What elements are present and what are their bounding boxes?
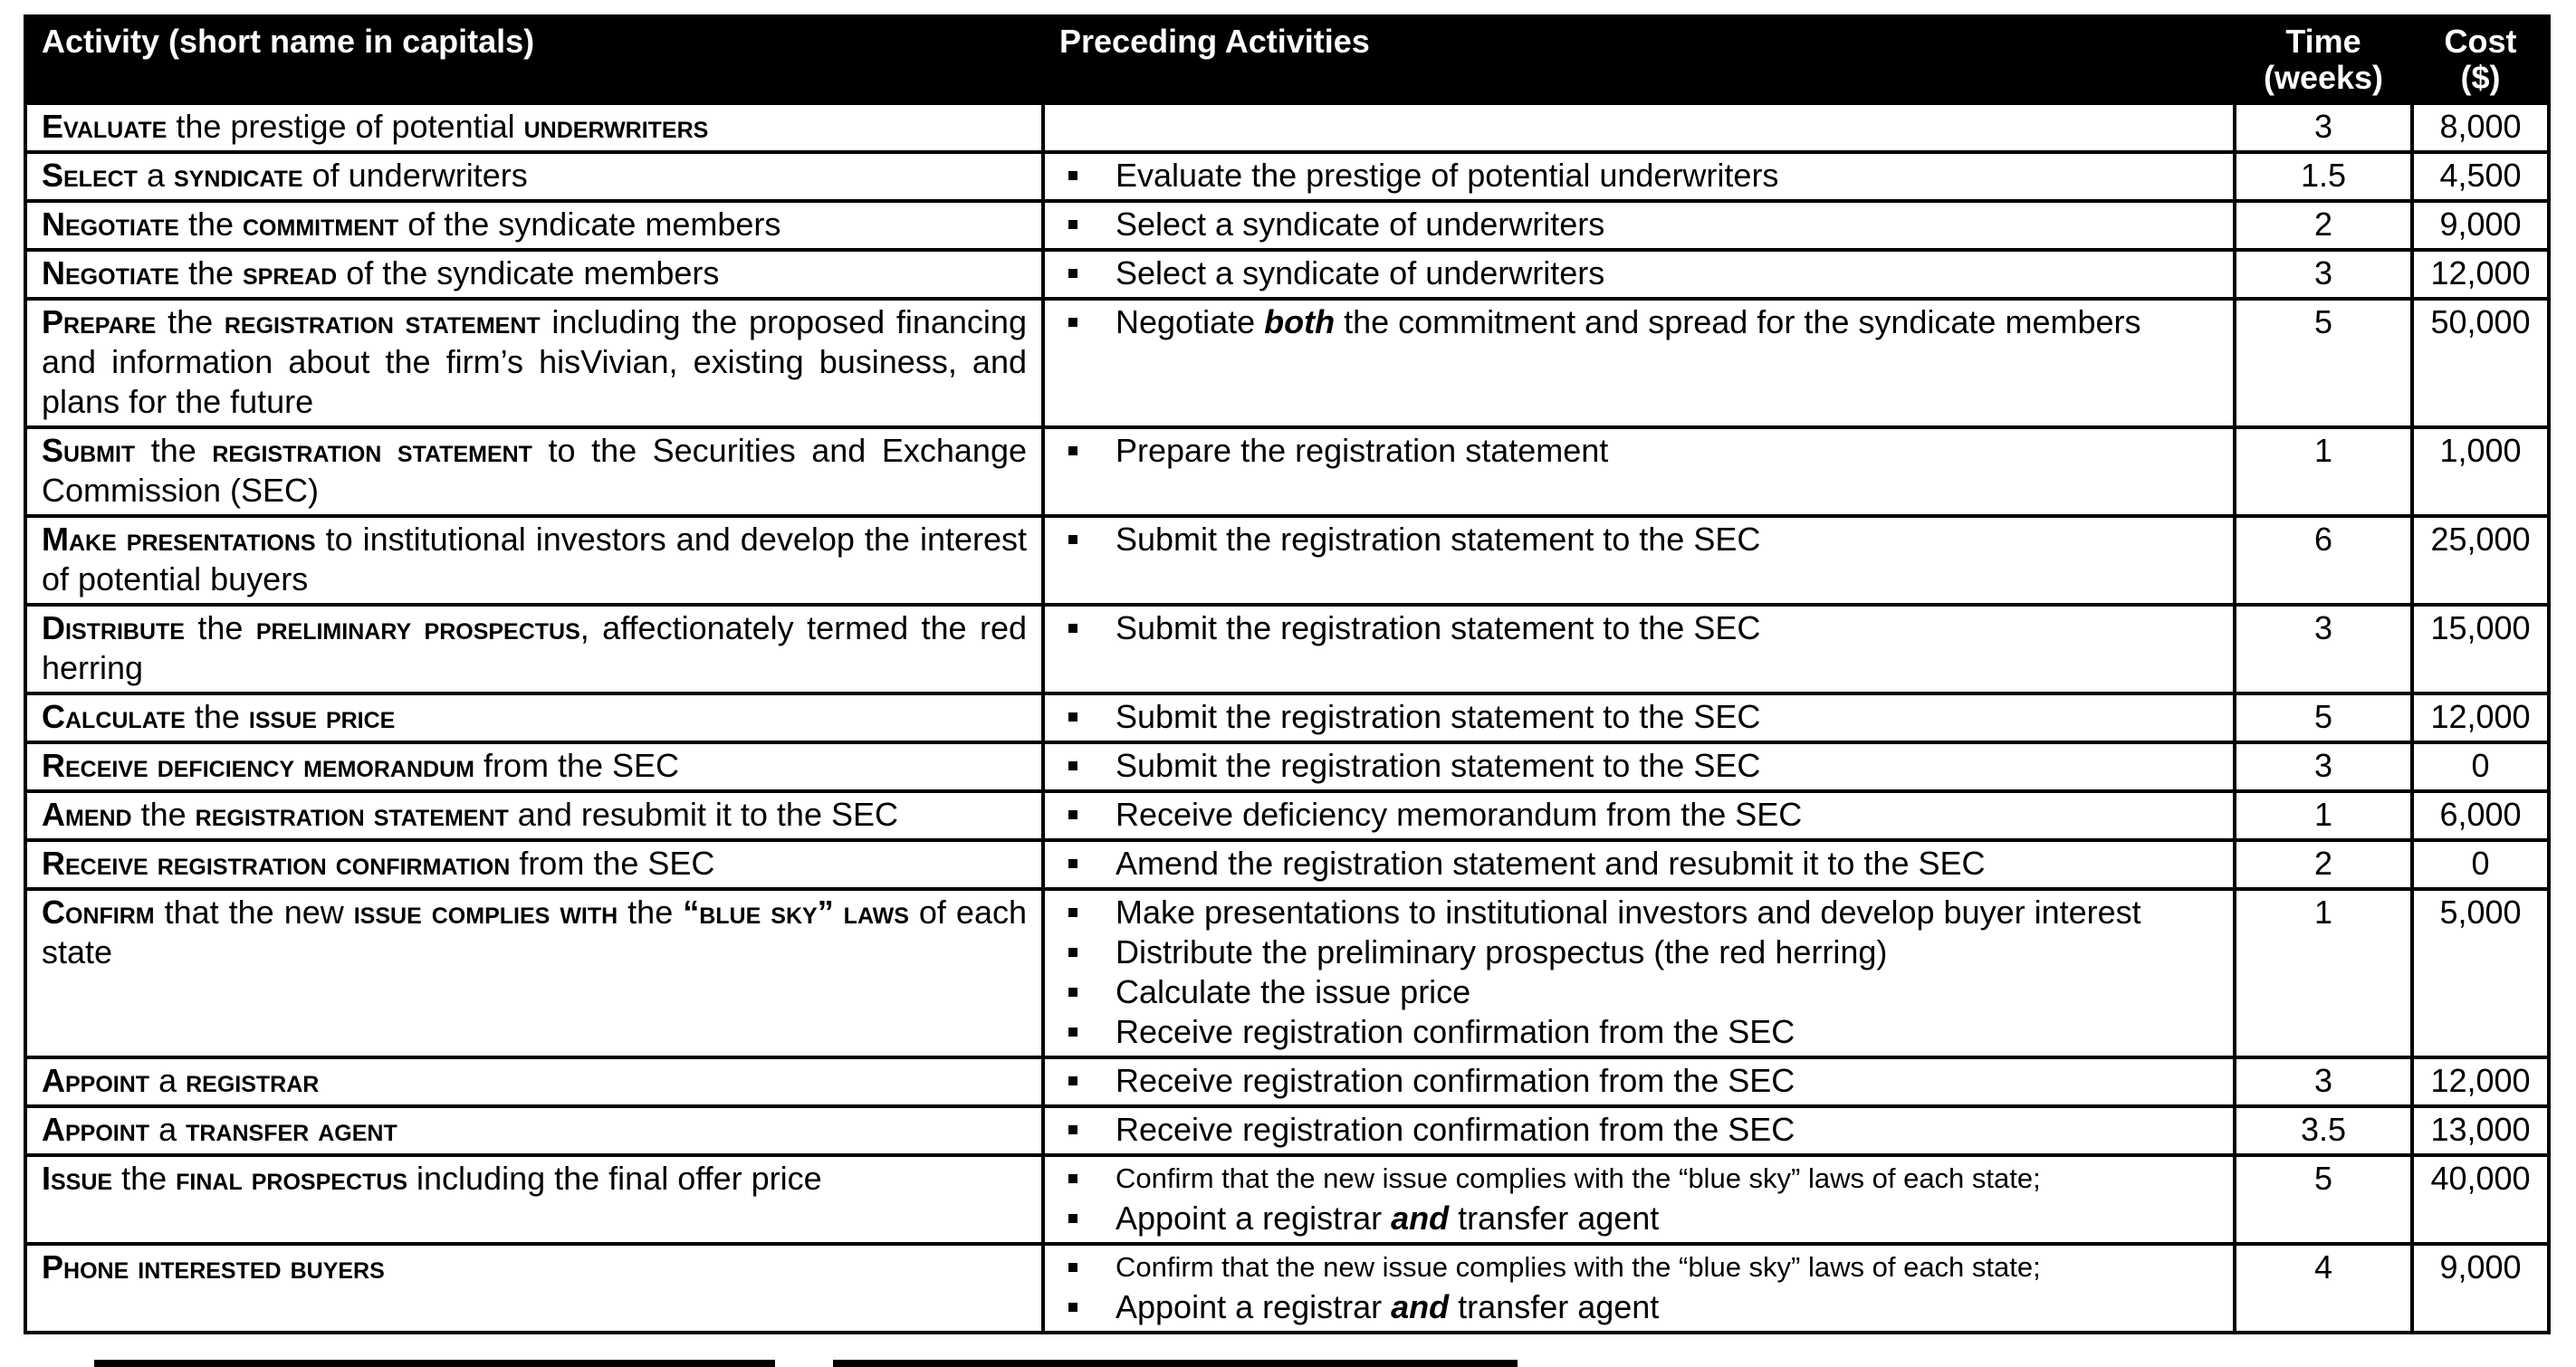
activity-keyword: Receive deficiency memorandum [42, 747, 474, 784]
activity-cell [25, 1106, 1043, 1155]
preceding-list [1059, 1248, 2218, 1327]
emphasis-text: both [1264, 303, 1336, 340]
preceding-cell [1043, 299, 2235, 427]
activity-keyword: underwriters [523, 108, 709, 145]
text-segment: the [178, 254, 243, 292]
preceding-list [1059, 1110, 2218, 1150]
table-row [25, 427, 2549, 516]
activity-keyword: commitment [243, 206, 399, 243]
preceding-cell [1043, 516, 2235, 605]
activity-keyword: transfer agent [186, 1111, 397, 1148]
header-row [25, 16, 2549, 103]
cost-cell: 25,000 [2412, 516, 2549, 605]
preceding-item [1059, 1110, 2218, 1150]
activity-keyword: Confirm [42, 894, 155, 931]
preceding-list [1059, 608, 2218, 648]
activity-cell [25, 1155, 1043, 1244]
preceding-list [1059, 746, 2218, 786]
preceding-item [1059, 1012, 2218, 1052]
text-segment: , affectionately termed the red herring [42, 609, 1027, 686]
table-row [25, 250, 2549, 299]
preceding-cell [1043, 152, 2235, 201]
activity-cell [25, 516, 1043, 605]
text-segment: the [112, 1160, 177, 1197]
preceding-item [1059, 697, 2218, 737]
preceding-item [1059, 205, 2218, 244]
cost-cell: 4,500 [2412, 152, 2549, 201]
text-segment: of underwriters [302, 157, 528, 194]
activity-cell [25, 1244, 1043, 1333]
cost-cell: 0 [2412, 840, 2549, 889]
activity-cell [25, 791, 1043, 840]
text-segment: the [135, 432, 213, 469]
cost-cell: 15,000 [2412, 605, 2549, 693]
cost-cell: 9,000 [2412, 201, 2549, 250]
preceding-list [1059, 520, 2218, 559]
text-segment: that the new [154, 894, 354, 931]
cost-cell: 6,000 [2412, 791, 2549, 840]
bottom-rule-right [833, 1360, 1518, 1367]
preceding-cell [1043, 201, 2235, 250]
activity-keyword: registration statement [224, 303, 541, 340]
table-body [25, 103, 2549, 1333]
preceding-cell [1043, 103, 2235, 152]
cost-cell: 5,000 [2412, 889, 2549, 1057]
preceding-item [1059, 746, 2218, 786]
time-cell: 1.5 [2235, 152, 2412, 201]
time-cell: 1 [2235, 427, 2412, 516]
preceding-cell [1043, 1155, 2235, 1244]
preceding-item [1059, 972, 2218, 1012]
activity-keyword: “blue sky” laws [683, 894, 909, 931]
text-segment: to the Securities and Exchange Commission (SEC) [42, 432, 1027, 509]
activity-keyword: registrar [186, 1062, 320, 1099]
text-segment: the [618, 894, 684, 931]
preceding-item [1059, 795, 2218, 835]
activity-keyword: Appoint [42, 1111, 150, 1148]
time-cell: 3 [2235, 605, 2412, 693]
preceding-item [1059, 932, 2218, 972]
time-cell: 1 [2235, 889, 2412, 1057]
activity-cell [25, 299, 1043, 427]
text-segment: Receive registration confirmation from the SEC [1116, 1062, 1796, 1099]
activity-cell [25, 889, 1043, 1057]
table-row [25, 791, 2549, 840]
activity-keyword: Amend [42, 796, 132, 833]
time-cell: 2 [2235, 840, 2412, 889]
activity-cell [25, 605, 1043, 693]
text-segment: a [149, 1062, 187, 1099]
preceding-cell [1043, 1106, 2235, 1155]
time-cell: 5 [2235, 693, 2412, 742]
preceding-list [1059, 205, 2218, 244]
text-segment: of the syndicate members [337, 254, 720, 292]
text-segment: Submit the registration statement to the SEC [1116, 747, 1761, 784]
activity-keyword: Receive registration confirmation [42, 845, 511, 882]
preceding-item [1059, 608, 2218, 648]
text-segment: Prepare the registration statement [1116, 432, 1609, 469]
text-segment: from the SEC [510, 845, 715, 882]
text-segment: transfer agent [1449, 1288, 1660, 1325]
text-segment: Select a syndicate of underwriters [1116, 206, 1605, 243]
activity-cell [25, 201, 1043, 250]
text-segment: the [156, 303, 225, 340]
text-segment: Select a syndicate of underwriters [1116, 254, 1605, 292]
text-segment: including the proposed financing and information about the firm’s hisVivian, existing business, and plans for the future [42, 303, 1027, 420]
activity-keyword: Make presentations [42, 521, 316, 558]
cost-cell: 12,000 [2412, 693, 2549, 742]
table-row [25, 1155, 2549, 1244]
table-row [25, 605, 2549, 693]
table-row [25, 693, 2549, 742]
text-segment: of the syndicate members [398, 206, 781, 243]
preceding-cell [1043, 427, 2235, 516]
preceding-item [1059, 253, 2218, 293]
text-segment: Evaluate the prestige of potential underwriters [1116, 157, 1779, 194]
preceding-list [1059, 1061, 2218, 1101]
text-segment: Submit the registration statement to the SEC [1116, 521, 1761, 558]
bottom-rule-left [94, 1360, 775, 1367]
text-segment: a [149, 1111, 187, 1148]
table-row [25, 1106, 2549, 1155]
preceding-cell [1043, 605, 2235, 693]
activity-cell [25, 427, 1043, 516]
activity-cell [25, 840, 1043, 889]
text-segment: Confirm that the new issue complies with the “blue sky” laws of each state; [1116, 1162, 2041, 1194]
preceding-list [1059, 893, 2218, 1052]
header-activity: Activity (short name in capitals) [25, 16, 1043, 103]
activity-keyword: Calculate [42, 698, 186, 735]
cost-cell: 12,000 [2412, 250, 2549, 299]
table-row [25, 889, 2549, 1057]
table-row [25, 1057, 2549, 1106]
text-segment: Submit the registration statement to the SEC [1116, 609, 1761, 646]
preceding-list [1059, 253, 2218, 293]
cost-cell: 12,000 [2412, 1057, 2549, 1106]
table-row [25, 840, 2549, 889]
preceding-list [1059, 844, 2218, 884]
preceding-item [1059, 844, 2218, 884]
text-segment: Amend the registration statement and resubmit it to the SEC [1116, 845, 1986, 882]
preceding-item [1059, 302, 2218, 342]
text-segment: the [131, 796, 196, 833]
header-preceding: Preceding Activities [1043, 16, 2235, 103]
text-segment: to institutional investors and develop the interest of potential buyers [42, 521, 1028, 597]
activity-keyword: syndicate [174, 157, 303, 194]
text-segment: Negotiate [1116, 303, 1265, 340]
header-cost: Cost ($) [2412, 16, 2549, 103]
emphasis-text: and [1391, 1200, 1450, 1237]
activity-keyword: Submit [42, 432, 136, 469]
preceding-list [1059, 1159, 2218, 1238]
preceding-list [1059, 302, 2218, 342]
text-segment: the commitment and spread for the syndicate members [1335, 303, 2141, 340]
activity-keyword: Appoint [42, 1062, 150, 1099]
activity-cell [25, 103, 1043, 152]
preceding-list [1059, 795, 2218, 835]
time-cell: 5 [2235, 1155, 2412, 1244]
preceding-cell [1043, 693, 2235, 742]
preceding-list [1059, 431, 2218, 471]
text-segment: from the SEC [474, 747, 680, 784]
preceding-list [1059, 156, 2218, 196]
time-cell: 6 [2235, 516, 2412, 605]
preceding-cell [1043, 250, 2235, 299]
preceding-item [1059, 1061, 2218, 1101]
preceding-cell [1043, 1057, 2235, 1106]
activity-keyword: spread [243, 254, 338, 292]
time-cell: 4 [2235, 1244, 2412, 1333]
preceding-item [1059, 1199, 2218, 1238]
cost-cell: 8,000 [2412, 103, 2549, 152]
preceding-item [1059, 893, 2218, 932]
text-segment: Appoint a registrar [1116, 1288, 1392, 1325]
time-cell: 1 [2235, 791, 2412, 840]
header-time: Time (weeks) [2235, 16, 2412, 103]
text-segment: Appoint a registrar [1116, 1200, 1392, 1237]
time-cell: 2 [2235, 201, 2412, 250]
activity-keyword: issue price [248, 698, 396, 735]
table-row [25, 1244, 2549, 1333]
cost-cell: 1,000 [2412, 427, 2549, 516]
preceding-item [1059, 520, 2218, 559]
time-cell: 3.5 [2235, 1106, 2412, 1155]
text-segment: transfer agent [1449, 1200, 1660, 1237]
activity-keyword: registration statement [212, 432, 532, 469]
activity-keyword: registration statement [195, 796, 509, 833]
preceding-cell [1043, 1244, 2235, 1333]
preceding-cell [1043, 840, 2235, 889]
preceding-item [1059, 1159, 2218, 1199]
activity-cell [25, 693, 1043, 742]
text-segment: including the final offer price [407, 1160, 822, 1197]
preceding-cell [1043, 889, 2235, 1057]
text-segment: Receive registration confirmation from the SEC [1116, 1013, 1796, 1050]
preceding-item [1059, 431, 2218, 471]
preceding-item [1059, 1287, 2218, 1327]
activity-keyword: Prepare [42, 303, 157, 340]
text-segment: a [137, 157, 174, 194]
text-segment: Receive deficiency memorandum from the SEC [1116, 796, 1803, 833]
text-segment: Receive registration confirmation from the SEC [1116, 1111, 1796, 1148]
activity-cell [25, 250, 1043, 299]
emphasis-text: and [1391, 1288, 1450, 1325]
text-segment: the [185, 698, 249, 735]
text-segment: the prestige of potential [167, 108, 524, 145]
activity-keyword: issue complies with [353, 894, 618, 931]
activity-cell [25, 1057, 1043, 1106]
activity-keyword: Phone interested buyers [42, 1248, 385, 1286]
text-segment: Distribute the preliminary prospectus (the red herring) [1116, 933, 1888, 970]
table-row [25, 516, 2549, 605]
time-cell: 3 [2235, 250, 2412, 299]
text-segment: the [178, 206, 243, 243]
table-row [25, 299, 2549, 427]
cost-cell: 13,000 [2412, 1106, 2549, 1155]
table-row [25, 742, 2549, 791]
activity-keyword: Issue [42, 1160, 113, 1197]
activity-keyword: Negotiate [42, 206, 179, 243]
preceding-cell [1043, 742, 2235, 791]
activity-keyword: Select [42, 157, 138, 194]
cost-cell: 9,000 [2412, 1244, 2549, 1333]
text-segment: and resubmit it to the SEC [508, 796, 898, 833]
preceding-cell [1043, 791, 2235, 840]
text-segment: of each state [42, 894, 1027, 970]
activity-keyword: final prospectus [176, 1160, 408, 1197]
activity-cell [25, 152, 1043, 201]
activity-keyword: Distribute [42, 609, 185, 646]
cost-cell: 50,000 [2412, 299, 2549, 427]
activity-keyword: preliminary prospectus [255, 609, 580, 646]
time-cell: 3 [2235, 742, 2412, 791]
table-row [25, 152, 2549, 201]
time-cell: 5 [2235, 299, 2412, 427]
text-segment: Confirm that the new issue complies with the “blue sky” laws of each state; [1116, 1251, 2041, 1283]
activity-keyword: Negotiate [42, 254, 179, 292]
text-segment: Submit the registration statement to the SEC [1116, 698, 1761, 735]
time-cell: 3 [2235, 1057, 2412, 1106]
text-segment: Calculate the issue price [1116, 973, 1471, 1010]
table-row [25, 201, 2549, 250]
activity-cell [25, 742, 1043, 791]
preceding-item [1059, 1248, 2218, 1287]
text-segment: the [184, 609, 256, 646]
cost-cell: 0 [2412, 742, 2549, 791]
text-segment: Make presentations to institutional investors and develop buyer interest [1116, 894, 2141, 931]
time-cell: 3 [2235, 103, 2412, 152]
activity-keyword: Evaluate [42, 108, 168, 145]
cost-cell: 40,000 [2412, 1155, 2549, 1244]
activity-table [24, 14, 2551, 1334]
preceding-item [1059, 156, 2218, 196]
table-row [25, 103, 2549, 152]
preceding-list [1059, 697, 2218, 737]
